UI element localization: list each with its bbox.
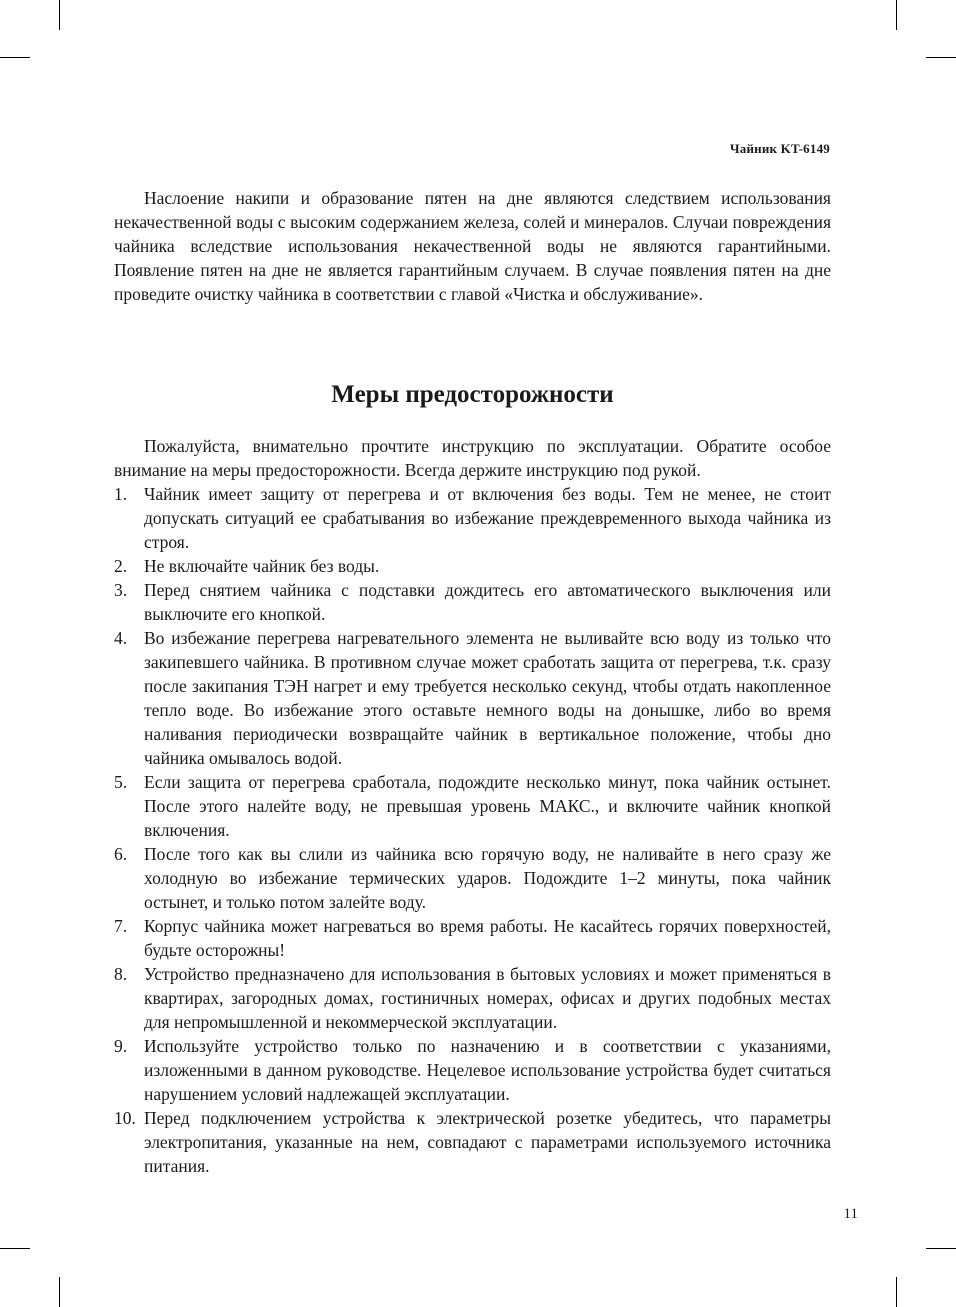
list-item-number: 9. xyxy=(114,1036,128,1056)
crop-mark-bottom-left-horizontal xyxy=(0,1248,30,1249)
list-item-text: Во избежание перегрева нагревательного элемента не выливайте всю воду из только что закипевшего чайника. В противном случае может сработать защита от перегрева, т.к. сразу после закипания ТЭН нагрет и ему требуется несколько секунд, чтобы отдать накопленное тепло воде. Во избежание этого оставьте немного воды на донышке, либо во время наливания периодически возвращайте чайник в вертикальное положение, чтобы дно чайника омывалось водой. xyxy=(144,628,831,768)
crop-mark-bottom-left-vertical xyxy=(59,1277,60,1307)
notice-section xyxy=(114,186,831,306)
list-item-text: Перед подключением устройства к электрической розетке убедитесь, что параметры электропитания, указанные на нем, совпадают с параметрами используемого источника питания. xyxy=(144,1108,831,1176)
list-item xyxy=(114,578,831,626)
list-item-text: Устройство предназначено для использования в бытовых условиях и может применяться в квартирах, загородных домах, гостиничных номерах, офисах и других подобных местах для непромышленной и некоммерческой эксплуатации. xyxy=(144,964,831,1032)
list-item-number: 2. xyxy=(114,556,128,576)
list-item xyxy=(114,482,831,554)
list-item xyxy=(114,1034,831,1106)
list-item xyxy=(114,770,831,842)
list-item xyxy=(114,554,831,578)
crop-mark-top-right-horizontal xyxy=(926,57,956,58)
list-item xyxy=(114,626,831,770)
list-item-number: 7. xyxy=(114,916,128,936)
notice-paragraph: Наслоение накипи и образование пятен на дне являются следствием использования некачественной воды с высоким содержанием железа, солей и минералов. Случаи повреждения чайника вследствие использования некачественной воды не являются гарантийными. Появление пятен на дне не является гарантийным случаем. В случае появления пятен на дне проведите очистку чайника в соответствии с главой «Чистка и обслуживание». xyxy=(114,188,831,304)
section-title: Меры предосторожности xyxy=(331,381,614,408)
list-item-number: 6. xyxy=(114,844,128,864)
list-item-text: Чайник имеет защиту от перегрева и от включения без воды. Тем не менее, не стоит допускать ситуаций ее срабатывания во избежание преждевременного выхода чайника из строя. xyxy=(144,484,831,552)
list-item-text: Не включайте чайник без воды. xyxy=(144,556,380,576)
running-header: Чайник KT-6149 xyxy=(730,141,830,156)
page-content xyxy=(114,186,831,1178)
list-item-text: Корпус чайника может нагреваться во время работы. Не касайтесь горячих поверхностей, будьте осторожны! xyxy=(144,916,831,960)
list-item xyxy=(114,842,831,914)
list-item xyxy=(114,1106,831,1178)
crop-mark-bottom-right-vertical xyxy=(896,1277,897,1307)
list-item-number: 8. xyxy=(114,964,128,984)
list-item-number: 3. xyxy=(114,580,128,600)
crop-mark-top-right-vertical xyxy=(896,0,897,30)
list-item-number: 4. xyxy=(114,628,128,648)
list-item-number: 1. xyxy=(114,484,128,504)
list-item-text: После того как вы слили из чайника всю горячую воду, не наливайте в него сразу же холодную во избежание термических ударов. Подождите 1–2 минуты, пока чайник остынет, и только потом залейте воду. xyxy=(144,844,831,912)
list-item-number: 5. xyxy=(114,772,128,792)
list-item-text: Если защита от перегрева сработала, подождите несколько минут, пока чайник остынет. После этого налейте воду, не превышая уровень МАКС., и включите чайник кнопкой включения. xyxy=(144,772,831,840)
list-item xyxy=(114,914,831,962)
list-item xyxy=(114,962,831,1034)
list-item-text: Используйте устройство только по назначению и в соответствии с указаниями, изложенными в данном руководстве. Нецелевое использование устройства будет считаться нарушением условий надлежащей эксплуатации. xyxy=(144,1036,831,1104)
list-item-text: Перед снятием чайника с подставки дождитесь его автоматического выключения или выключите его кнопкой. xyxy=(144,580,831,624)
crop-mark-top-left-vertical xyxy=(59,0,60,30)
page-number: 11 xyxy=(843,1206,858,1222)
list-item-number: 10. xyxy=(114,1108,136,1128)
crop-mark-bottom-right-horizontal xyxy=(926,1248,956,1249)
crop-mark-top-left-horizontal xyxy=(0,57,30,58)
intro-paragraph: Пожалуйста, внимательно прочтите инструкцию по эксплуатации. Обратите особое внимание на меры предосторожности. Всегда держите инструкцию под рукой. xyxy=(114,436,831,480)
precautions-list xyxy=(114,482,831,1178)
